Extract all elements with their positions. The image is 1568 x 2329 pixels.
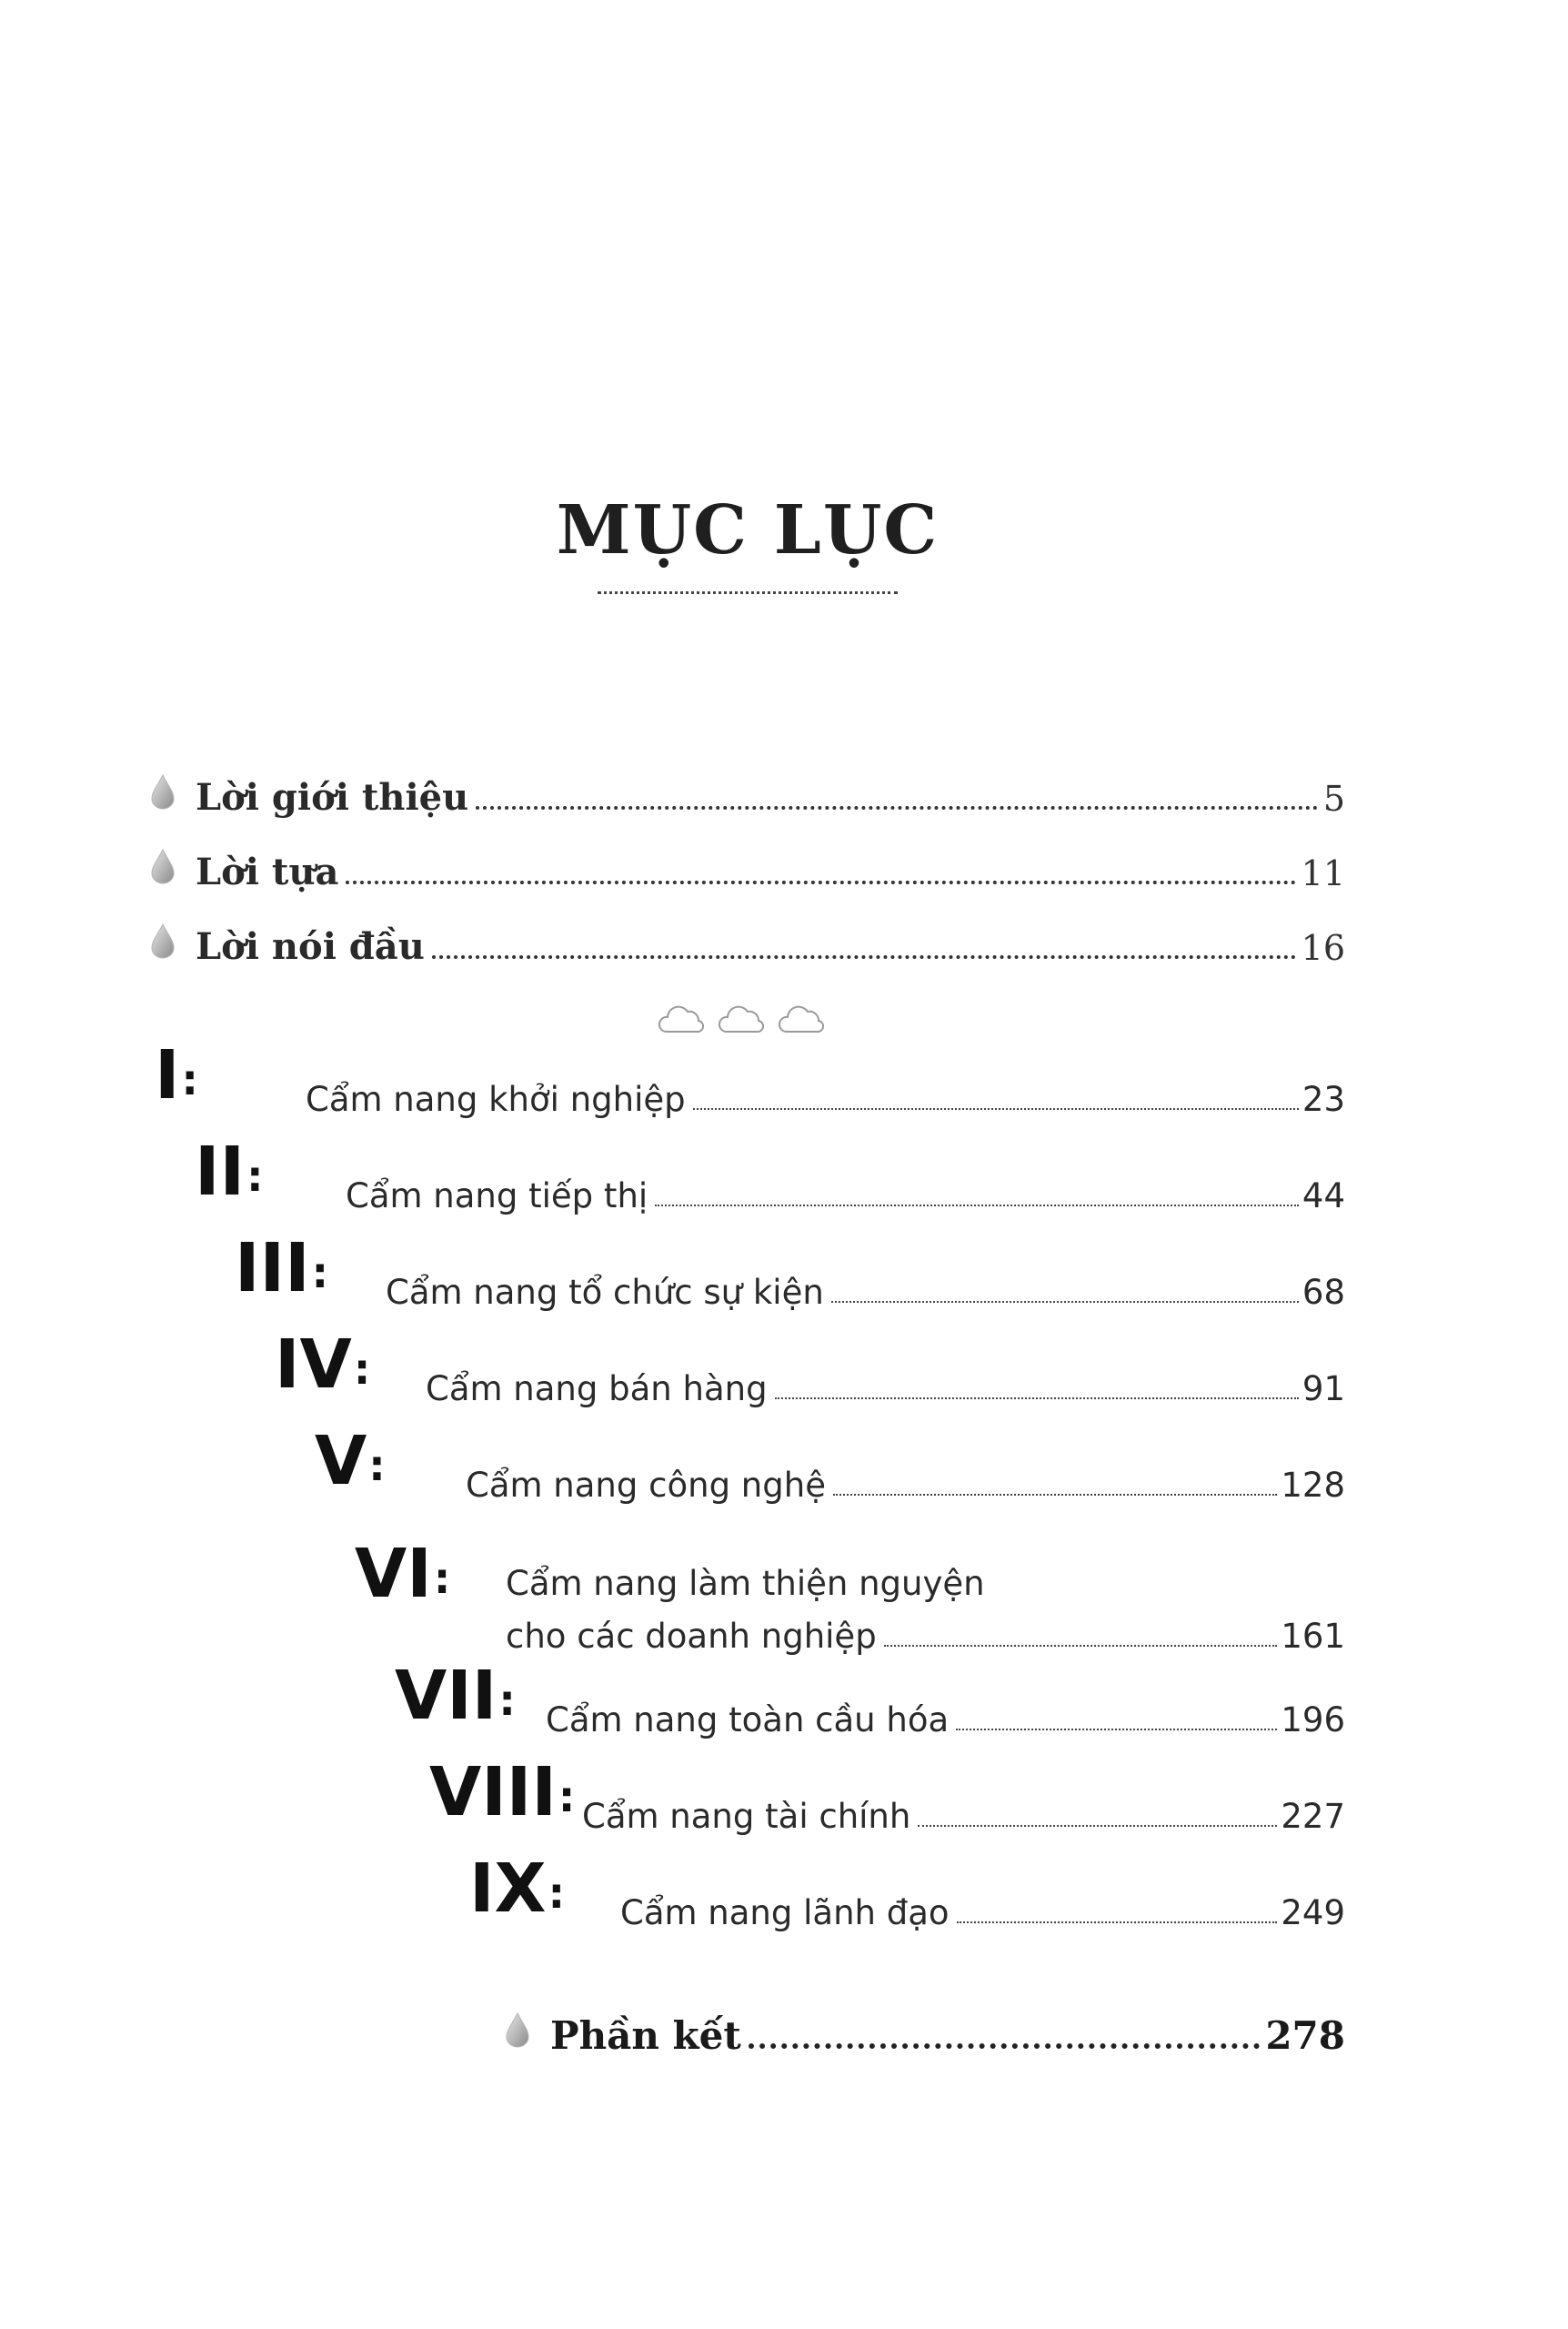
toc-chapter-4[interactable]: [275, 1326, 1345, 1408]
chapter-title: Cẩm nang bán hàng: [426, 1369, 768, 1408]
chapter-title: Cẩm nang tổ chức sự kiện: [386, 1273, 824, 1312]
cloud-separator: [657, 1001, 829, 1041]
toc-page-number: 161: [1281, 1617, 1345, 1656]
chapter-row: [582, 1790, 1345, 1836]
cloud-icon: [777, 1001, 826, 1037]
chapter-numeral: II:: [195, 1133, 264, 1211]
chapter-title: cho các doanh nghiệp: [506, 1617, 877, 1656]
toc-page-number: 44: [1302, 1176, 1345, 1215]
toc-page-number: 91: [1302, 1369, 1345, 1408]
toc-chapter-2[interactable]: [195, 1133, 1345, 1215]
toc-page-number: 278: [1265, 2013, 1345, 2058]
toc-chapter-5[interactable]: [315, 1422, 1345, 1505]
chapter-row: [386, 1266, 1345, 1312]
cloud-icon: [717, 1001, 766, 1037]
chapter-numeral: IV:: [275, 1326, 371, 1404]
drop-icon: [150, 848, 176, 884]
chapter-row: [426, 1363, 1345, 1408]
toc-chapter-8[interactable]: [429, 1753, 1345, 1836]
dot-leader: [918, 1825, 1277, 1827]
dot-leader: [476, 806, 1318, 810]
title-underline: [598, 591, 898, 594]
chapter-row: [546, 1694, 1345, 1739]
toc-page-number: 5: [1322, 779, 1345, 819]
chapter-numeral: VIII:: [429, 1753, 576, 1831]
toc-chapter-1[interactable]: [155, 1036, 1345, 1119]
dot-leader: [655, 1205, 1299, 1206]
chapter-title: Cẩm nang toàn cầu hóa: [546, 1700, 950, 1739]
toc-chapter-3[interactable]: [235, 1229, 1345, 1312]
toc-chapter-7[interactable]: [395, 1657, 1345, 1739]
drop-icon: [150, 773, 176, 810]
dot-leader: [884, 1645, 1278, 1647]
toc-page-number: 16: [1301, 928, 1345, 968]
toc-entry-closing[interactable]: [505, 2001, 1345, 2058]
chapter-numeral: VI:: [355, 1535, 451, 1613]
chapter-numeral: III:: [235, 1229, 329, 1307]
chapter-title: Cẩm nang công nghệ: [466, 1466, 826, 1505]
toc-entry-label: Lời nói đầu: [196, 925, 425, 968]
toc-entry-label: Phần kết: [550, 2013, 741, 2058]
toc-chapter-6[interactable]: [355, 1535, 1345, 1656]
dot-leader: [432, 955, 1296, 959]
dot-leader: [346, 881, 1295, 884]
chapter-row: [620, 1887, 1345, 1932]
toc-entry-front-1[interactable]: [150, 764, 1345, 819]
cloud-icon: [657, 1001, 706, 1037]
toc-entry-label: Lời tựa: [196, 851, 339, 893]
dot-leader: [833, 1494, 1277, 1496]
chapter-title: Cẩm nang lãnh đạo: [620, 1893, 950, 1932]
chapter-row: [506, 1610, 1345, 1656]
drop-icon: [505, 2011, 530, 2048]
chapter-title: Cẩm nang tiếp thị: [346, 1176, 648, 1215]
chapter-title-line1: Cẩm nang làm thiện nguyện: [506, 1564, 985, 1603]
dot-leader: [957, 1921, 1278, 1923]
chapter-row: [466, 1459, 1345, 1505]
toc-page-number: 128: [1281, 1466, 1345, 1505]
toc-page-number: 11: [1301, 853, 1345, 893]
chapter-numeral: VII:: [395, 1657, 516, 1735]
dot-leader: [831, 1301, 1299, 1303]
toc-page-number: 23: [1302, 1080, 1345, 1119]
dot-leader: [775, 1397, 1299, 1399]
toc-chapter-9[interactable]: [469, 1850, 1345, 1932]
toc-entry-front-3[interactable]: [150, 913, 1345, 968]
dot-leader: [749, 2043, 1261, 2049]
drop-icon: [150, 923, 176, 959]
chapter-title: Cẩm nang khởi nghiệp: [306, 1080, 686, 1119]
chapter-numeral: IX:: [469, 1850, 565, 1928]
chapter-row: [306, 1074, 1345, 1119]
page-title: MỤC LỤC: [556, 491, 940, 570]
toc-page-number: 249: [1281, 1893, 1345, 1932]
dot-leader: [956, 1729, 1277, 1730]
chapter-numeral: I:: [155, 1036, 198, 1114]
chapter-numeral: V:: [315, 1422, 386, 1500]
toc-entry-front-2[interactable]: [150, 839, 1345, 893]
toc-page-number: 196: [1281, 1700, 1345, 1739]
chapter-row: [346, 1170, 1345, 1215]
toc-page-number: 68: [1302, 1273, 1345, 1312]
toc-page-number: 227: [1281, 1797, 1345, 1836]
dot-leader: [693, 1108, 1299, 1110]
toc-entry-label: Lời giới thiệu: [196, 776, 469, 819]
chapter-title: Cẩm nang tài chính: [582, 1797, 911, 1836]
